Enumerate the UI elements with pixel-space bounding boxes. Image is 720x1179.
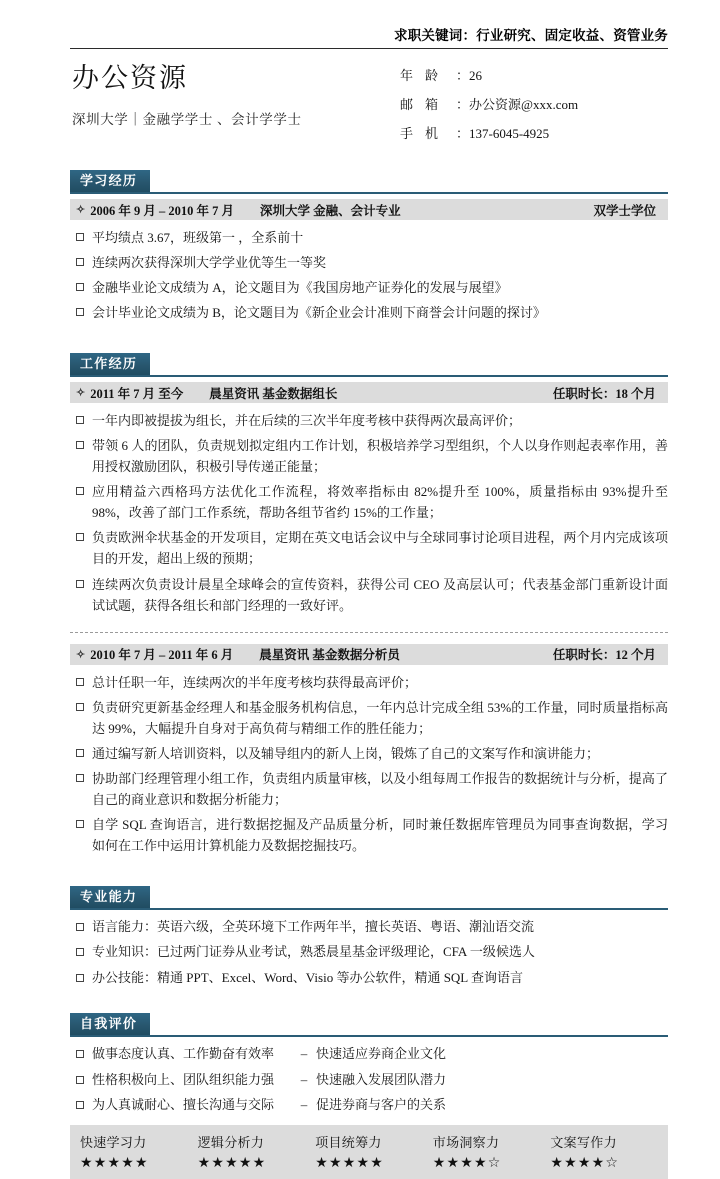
header-identity [70,63,400,128]
list-item [70,1070,668,1090]
rating-cell [80,1132,198,1171]
education-bullet-text: 金融毕业论文成绩为 A，论文题目为《我国房地产证券化的发展与展望》 [92,280,508,296]
work-entry-duration-1: 任职时长：18 个月 [552,386,656,401]
list-item [70,227,668,248]
list-item [70,672,668,693]
section-title-skills: 专业能力 [70,886,150,908]
work-bullet-text: 总计任职一年，连续两次的半年度考核均获得最高评价； [92,674,418,690]
square-bullet-icon [76,283,84,291]
self-eval-benefit: 促进券商与客户的关系 [316,1097,447,1113]
rating-cell [550,1132,668,1171]
list-item [70,697,668,739]
section-title-work: 工作经历 [70,353,150,375]
work-entry-bar-2 [70,644,668,665]
square-bullet-icon [76,533,84,541]
list-item [70,481,668,523]
section-education [0,170,720,323]
square-bullet-icon [76,233,84,241]
diamond-icon: ✧ [76,387,86,400]
work-bullet-text: 带领 6 人的团队，负责规划拟定组内工作计划，积极培养学习型组织，个人以身作则起表率作用，善用授权激励团队，积极引导传递正能量； [92,438,668,475]
education-bullet-list [70,227,668,323]
list-item [70,917,668,937]
self-eval-dash: – [300,1071,308,1087]
self-eval-benefit: 快速融入发展团队潜力 [316,1071,447,1087]
rating-label: 市场洞察力 [432,1134,500,1150]
self-eval-row [92,1044,668,1064]
work-entry-bar-1 [70,382,668,403]
work-bullet-text: 应用精益六西格玛方法优化工作流程，将效率指标由 82%提升至 100%，质量指标由 93%提升至 98%，改善了部门工作系统，帮助各组节省约 15%的工作量； [92,484,668,521]
list-item [70,302,668,323]
square-bullet-icon [76,1050,84,1058]
work-bullet-text: 负责欧洲伞状基金的开发项目，定期在英文电话会议中与全球同事讨论项目进程，两个月内完成该项目的开发，超出上级的预期； [92,530,668,567]
contact-row-age [400,69,668,82]
square-bullet-icon [76,923,84,931]
rating-stars: ★★★★★ [197,1154,267,1171]
diamond-icon: ✧ [76,648,86,661]
square-bullet-icon [76,580,84,588]
contact-value-phone: 137-6045-4925 [469,126,550,141]
skills-bullet-text: 办公技能：精通 PPT、Excel、Word、Visio 等办公软件，精通 SQL 查询语言 [92,969,524,985]
square-bullet-icon [76,258,84,266]
work-bullet-text: 自学 SQL 查询语言，进行数据挖掘及产品质量分析，同时兼任数据库管理员为同事查询数据，学习如何在工作中运用计算机能力及数据挖掘技巧。 [92,816,668,853]
skills-bullet-text: 专业知识：已过两门证券从业考试，熟悉晨星基金评级理论，CFA 一级候选人 [92,944,535,960]
list-item [70,1095,668,1115]
self-eval-row [92,1070,668,1090]
work-entry-date-2: 2010 年 7 月 – 2011 年 6 月 [90,648,234,663]
self-eval-trait: 为人真诚耐心、擅长沟通与交际 [92,1097,275,1113]
work-bullet-list-1 [70,410,668,615]
square-bullet-icon [76,820,84,828]
work-bullet-text: 一年内即被提拔为组长，并在后续的三次半年度考核中获得两次最高评价； [92,413,522,429]
education-entry-org: 深圳大学 金融、会计专业 [259,203,401,218]
work-entry-date-1: 2011 年 7 月 至今 [90,386,184,401]
rating-cell [198,1132,316,1171]
work-entry-org-2: 晨星资讯 基金数据分析员 [259,648,400,663]
list-item [70,435,668,477]
section-skills [0,886,720,988]
rating-label: 快速学习力 [80,1134,147,1150]
self-eval-list [70,1044,668,1115]
work-bullet-list-2 [70,672,668,856]
section-title-education: 学习经历 [70,170,150,192]
skills-bullet-list [70,917,668,988]
list-item [70,743,668,764]
square-bullet-icon [76,1101,84,1109]
section-header-self-evaluation [70,1013,668,1037]
contact-row-phone [400,127,668,140]
square-bullet-icon [76,774,84,782]
work-bullet-text: 负责研究更新基金经理人和基金服务机构信息，一年内总计完成全组 53%的工作量，同时质量指标高达 99%，大幅提升自身对于高负荷与精细工作的胜任能力； [92,699,668,736]
work-bullet-text: 通过编写新人培训资料，以及辅导组内的新人上岗，锻炼了自己的文案写作和演讲能力； [92,745,600,761]
contact-label-phone: 手机 [400,126,451,141]
square-bullet-icon [76,948,84,956]
square-bullet-icon [76,678,84,686]
education-bullet-text: 连续两次获得深圳大学学业优等生一等奖 [92,255,327,271]
contact-block [400,63,668,140]
education-bullet-text: 平均绩点 3.67，班级第一 ，全系前十 [92,230,304,245]
list-item [70,942,668,962]
contact-label-email: 邮箱 [400,97,451,112]
rating-label: 项目统筹力 [315,1134,382,1150]
square-bullet-icon [76,749,84,757]
contact-value-email: 办公资源@xxx.com [469,97,579,112]
work-entry-duration-2: 任职时长：12 个月 [552,648,656,663]
square-bullet-icon [76,416,84,424]
square-bullet-icon [76,703,84,711]
section-self-evaluation [0,1013,720,1179]
education-bullet-text: 会计毕业论文成绩为 B，论文题目为《新企业会计准则下商誉会计问题的探讨》 [92,305,546,321]
section-header-skills [70,886,668,910]
self-eval-trait: 性格积极向上、团队组织能力强 [92,1071,275,1087]
contact-colon-email: ： [456,97,470,112]
work-entry-org-1: 晨星资讯 基金数据组长 [209,386,338,401]
list-item [70,968,668,988]
skills-bullet-text: 语言能力：英语六级，全英环境下工作两年半，擅长英语、粤语、潮汕语交流 [92,918,535,934]
diamond-icon: ✧ [76,204,86,216]
list-item [70,768,668,810]
contact-colon-phone: ： [456,126,470,141]
list-item [70,814,668,856]
rating-stars: ★★★★★ [80,1154,149,1171]
candidate-subtitle: 深圳大学｜金融学学士 、会计学学士 [72,112,302,128]
header-block [0,49,720,140]
contact-colon-age: ： [456,68,470,83]
work-bullet-text: 协助部门经理管理小组工作，负责组内质量审核，以及小组每周工作报告的数据统计与分析，提高了自己的商业意识和数据分析能力； [92,770,668,807]
contact-value-age: 26 [469,68,483,83]
rating-cell [433,1132,551,1171]
rating-stars: ★★★★☆ [550,1154,620,1171]
education-entry-degree: 双学士学位 [593,203,656,218]
section-work [0,353,720,856]
list-item [70,410,668,431]
self-eval-trait: 做事态度认真、工作勤奋有效率 [92,1046,275,1062]
section-title-self-evaluation: 自我评价 [70,1013,150,1035]
square-bullet-icon [76,487,84,495]
candidate-name: 办公资源 [72,63,188,93]
self-eval-dash: – [300,1097,308,1113]
square-bullet-icon [76,441,84,449]
self-eval-benefit: 快速适应券商企业文化 [316,1046,447,1062]
education-entry-date: 2006 年 9 月 – 2010 年 7 月 [90,203,234,218]
job-separator [70,632,668,633]
list-item [70,1044,668,1064]
rating-cell [315,1132,433,1171]
self-eval-row [92,1095,668,1115]
square-bullet-icon [76,974,84,982]
education-entry-bar [70,199,668,220]
square-bullet-icon [76,308,84,316]
contact-row-email [400,98,668,111]
list-item [70,527,668,569]
list-item [70,574,668,616]
square-bullet-icon [76,1076,84,1084]
rating-label: 逻辑分析力 [197,1134,265,1150]
list-item [70,277,668,298]
list-item [70,252,668,273]
section-header-education [70,170,668,194]
section-header-work [70,353,668,377]
job-keywords: 求职关键词：行业研究、固定收益、资管业务 [394,28,668,43]
contact-label-age: 年龄 [400,68,451,83]
rating-stars: ★★★★★ [315,1154,384,1171]
rating-stars: ★★★★☆ [432,1154,502,1171]
competency-rating-table [70,1125,668,1179]
work-bullet-text: 连续两次负责设计晨星全球峰会的宣传资料，获得公司 CEO 及高层认可；代表基金部门重新设计面试试题，获得各组长和部门经理的一致好评。 [92,576,668,613]
rating-label: 文案写作力 [550,1134,617,1150]
self-eval-dash: – [300,1046,308,1062]
